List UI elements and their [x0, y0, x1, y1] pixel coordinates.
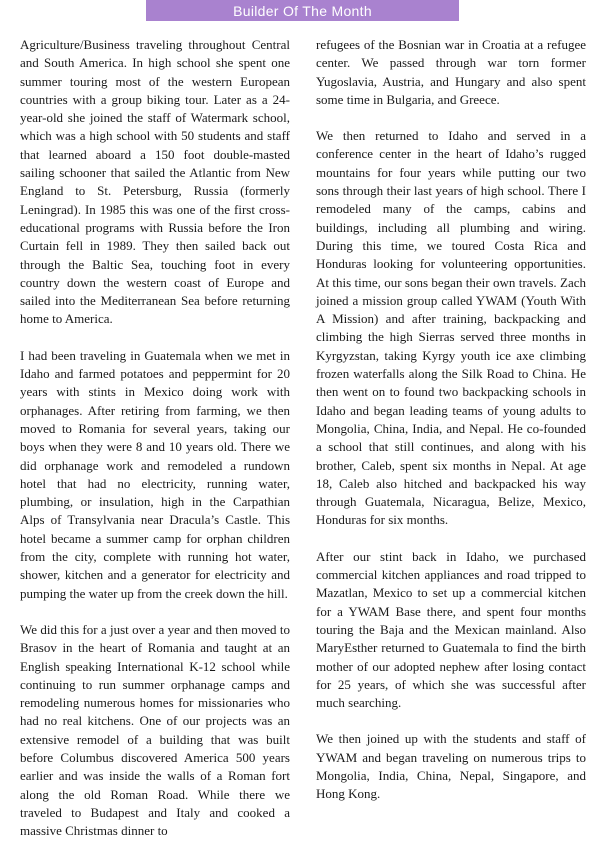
right-column: [316, 36, 586, 822]
paragraph: After our stint back in Idaho, we purchased commercial kitchen appliances and road tripped to Mazatlan, Mexico to set up a commercial kitchen for a YWAM Base there, and spent four months touring the Baja and the Mexican mainland. Also MaryEsther returned to Guatemala to find the birth mother of our adopted nephew after losing contact for 25 years, of which she was successful after much searching.: [316, 548, 586, 711]
paragraph: refugees of the Bosnian war in Croatia at a refugee center. We passed through war torn former Yugoslavia, Austria, and Hungary and also spent some time in Bulgaria, and Greece.: [316, 37, 586, 107]
paragraph: We then joined up with the students and staff of YWAM and began traveling on numerous trips to Mongolia, India, China, Nepal, Singapore, and Hong Kong.: [316, 731, 586, 802]
page-title: Builder Of The Month: [233, 2, 372, 19]
header-bar: [146, 0, 459, 21]
paragraph: I had been traveling in Guatemala when we met in Idaho and farmed potatoes and peppermint for 20 years with stints in Mexico doing work with orphanages. After retiring from farming, we then moved to Romania for several years, taking our boys when they were 8 and 10 years old. There we did orphanage work and remodeled a rundown hotel that had no electricity, running water, plumbing, or insulation, high in the Carpathian Alps of Transylvania near Dracula’s Castle. This hotel became a summer camp for orphan children from the city, complete with running hot water, shower, kitchen and a generator for electricity and pumping the water up from the creek down the hill.: [20, 347, 290, 601]
paragraph: We did this for a just over a year and then moved to Brasov in the heart of Romania and taught at an English speaking International K-12 school while continuing to run summer orphanage camps and remodeling numerous homes for missionaries who had no real kitchens. One of our projects was an extensive remodel of a building that was built before Columbus discovered America 500 years earlier and was inside the walls of a Roman fort along the old Roman Road. While there we traveled to Budapest and Italy and cooked a massive Christmas dinner to: [20, 621, 290, 839]
paragraph: Agriculture/Business traveling throughout Central and South America. In high school she spent one summer touring most of the western European countries with a group biking tour. Later as a 24-year-old she joined the staff of Watermark school, which was a high school with 50 students and staff that learned aboard a 150 foot double-masted sailing schooner that sailed the Atlantic from New England to St. Petersburg, Russia (formerly Leningrad). In 1985 this was one of the first cross-educational programs with Russia before the Iron Curtain fell in 1989. They then sailed back out through the Baltic Sea, touching foot in every country down the western coast of Europe and sailed into the Mediterranean Sea before returning home to America.: [20, 37, 290, 327]
paragraph: We then returned to Idaho and served in a conference center in the heart of Idaho’s rugged mountains for four years while putting our two sons through their last years of high school. There I remodeled many of the camps, cabins and buildings, including all plumbing and wiring. During this time, we toured Costa Rica and Honduras looking for volunteering opportunities. At this time, our sons began their own travels. Zach joined a mission group called YWAM (Youth With A Mission) and after training, backpacking and climbing the high Sierras served three months in Kyrgyzstan, taking Kyrgy youth ice axe climbing frozen waterfalls along the Silk Road to China. He then went on to found two backpacking schools in Idaho and began leading teams of young adults to Mongolia, China, India, and Nepal. He co-founded a school that still continues, and along with his brother, Caleb, spent six months in Nepal. At age 18, Caleb also hitched and backpacked his way through Guatemala, Nicaragua, Belize, Mexico, Honduras for six months.: [316, 128, 586, 528]
left-column: [20, 36, 290, 858]
